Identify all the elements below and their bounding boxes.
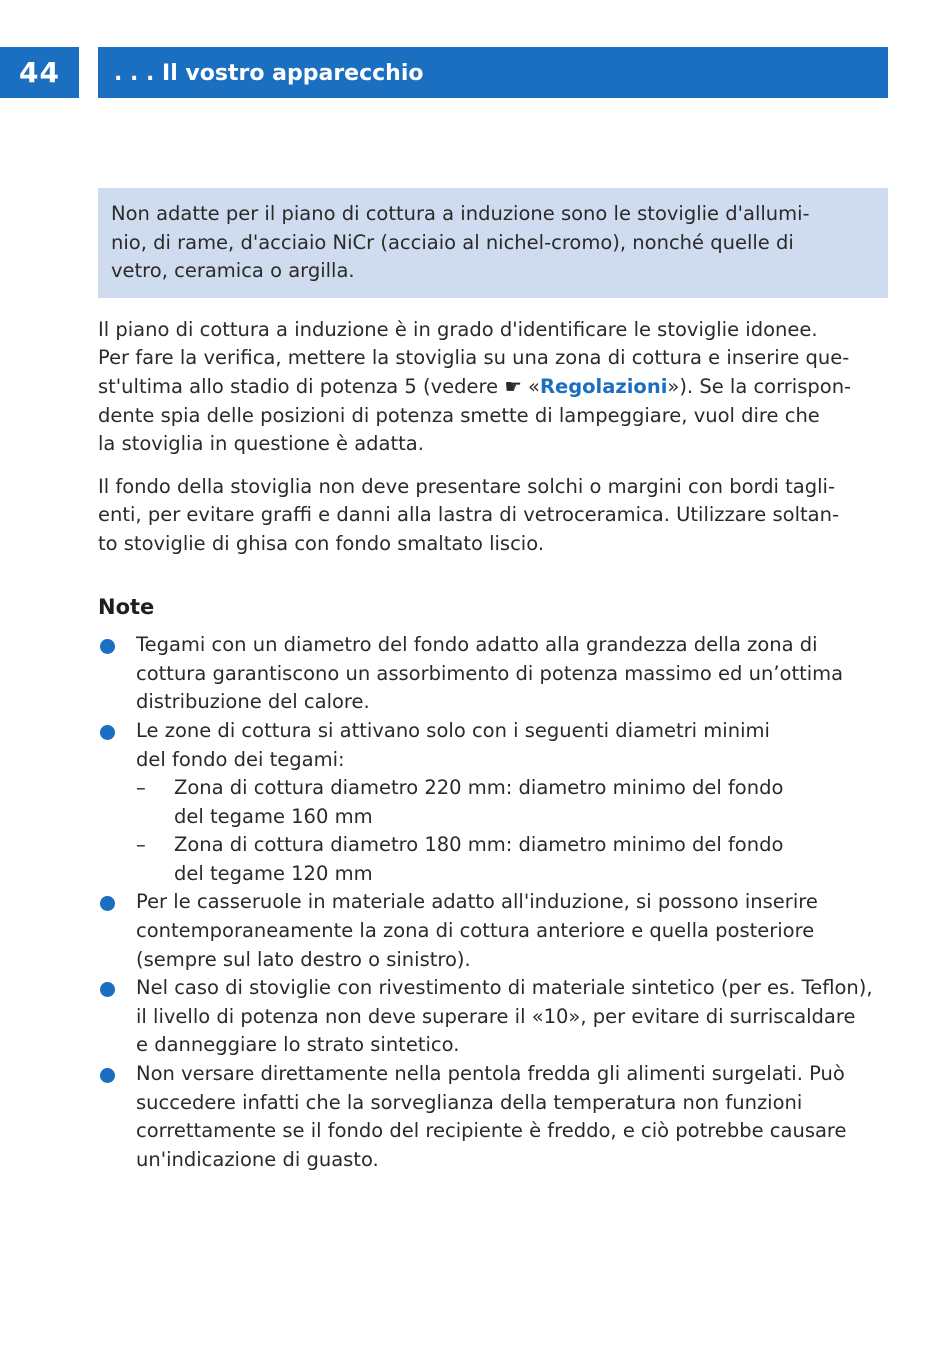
notes-list xyxy=(98,631,888,1174)
page-number: 44 xyxy=(0,47,79,98)
blue-dot-icon xyxy=(100,1068,115,1083)
note-line: un'indicazione di guasto. xyxy=(136,1147,379,1171)
paragraph-cookware-base xyxy=(98,473,888,559)
paragraph-line xyxy=(98,373,888,402)
note-line: correttamente se il fondo del recipiente è freddo, e ciò potrebbe causare xyxy=(136,1119,847,1143)
regolazioni-link[interactable]: Regolazioni xyxy=(539,374,668,398)
paragraph-text: »). Se la corrispon- xyxy=(667,374,852,398)
diameter-line: Zona di cottura diametro 220 mm: diametro minimo del fondo xyxy=(174,776,784,800)
info-box xyxy=(98,188,888,298)
note-line: e danneggiare lo strato sintetico. xyxy=(136,1033,460,1057)
diameter-list xyxy=(136,774,888,888)
note-line: Le zone di cottura si attivano solo con i seguenti diametri minimi xyxy=(136,718,770,742)
page-content xyxy=(98,188,888,1174)
info-box-line: Non adatte per il piano di cottura a induzione sono le stoviglie d'allumi- xyxy=(111,202,810,225)
paragraph-line: la stoviglia in questione è adatta. xyxy=(98,432,424,456)
note-item xyxy=(98,974,888,1060)
paragraph-line: to stoviglie di ghisa con fondo smaltato liscio. xyxy=(98,531,545,555)
note-item xyxy=(98,888,888,974)
section-header xyxy=(98,47,888,98)
note-item xyxy=(98,1060,888,1174)
paragraph-line: enti, per evitare graffi e danni alla lastra di vetroceramica. Utilizzare soltan- xyxy=(98,503,839,527)
diameter-item xyxy=(136,774,888,831)
note-item xyxy=(98,631,888,717)
dash-marker: – xyxy=(136,776,146,800)
note-line: Tegami con un diametro del fondo adatto alla grandezza della zona di xyxy=(136,633,818,657)
paragraph-line: Per fare la verifica, mettere la stoviglia su una zona di cottura e inserire que- xyxy=(98,346,850,370)
diameter-line: del tegame 120 mm xyxy=(174,861,373,885)
info-box-line: vetro, ceramica o argilla. xyxy=(111,259,355,283)
diameter-item xyxy=(136,831,888,888)
diameter-line: Zona di cottura diametro 180 mm: diametro minimo del fondo xyxy=(174,833,784,857)
paragraph-text: st'ultima allo stadio di potenza 5 (vedere ☛ « xyxy=(98,374,540,398)
note-line: il livello di potenza non deve superare il «10», per evitare di surriscaldare xyxy=(136,1004,856,1028)
paragraph-line: dente spia delle posizioni di potenza smette di lampeggiare, vuol dire che xyxy=(98,403,820,427)
info-box-line: nio, di rame, d'acciaio NiCr (acciaio al nichel-cromo), nonché quelle di xyxy=(111,230,794,254)
note-line: cottura garantiscono un assorbimento di potenza massimo ed un’ottima xyxy=(136,661,844,685)
note-item xyxy=(98,717,888,889)
note-line: del fondo dei tegami: xyxy=(136,747,345,771)
blue-dot-icon xyxy=(100,982,115,997)
note-line: succedere infatti che la sorveglianza della temperatura non funzioni xyxy=(136,1090,803,1114)
notes-heading: Note xyxy=(98,594,155,619)
dash-marker: – xyxy=(136,833,146,857)
blue-dot-icon xyxy=(100,639,115,654)
blue-dot-icon xyxy=(100,725,115,740)
paragraph-line: Il fondo della stoviglia non deve presentare solchi o margini con bordi tagli- xyxy=(98,474,836,498)
blue-dot-icon xyxy=(100,896,115,911)
paragraph-identification xyxy=(98,316,888,459)
diameter-line: del tegame 160 mm xyxy=(174,804,373,828)
note-line: Non versare direttamente nella pentola fredda gli alimenti surgelati. Può xyxy=(136,1062,845,1086)
note-line: contemporaneamente la zona di cottura anteriore e quella posteriore xyxy=(136,919,815,943)
note-line: Nel caso di stoviglie con rivestimento di materiale sintetico (per es. Teflon), xyxy=(136,976,873,1000)
note-line: distribuzione del calore. xyxy=(136,690,370,714)
note-line: (sempre sul lato destro o sinistro). xyxy=(136,947,471,971)
note-line: Per le casseruole in materiale adatto all'induzione, si possono inserire xyxy=(136,890,818,914)
paragraph-line: Il piano di cottura a induzione è in grado d'identificare le stoviglie idonee. xyxy=(98,317,818,341)
section-title: . . . Il vostro apparecchio xyxy=(114,61,424,86)
